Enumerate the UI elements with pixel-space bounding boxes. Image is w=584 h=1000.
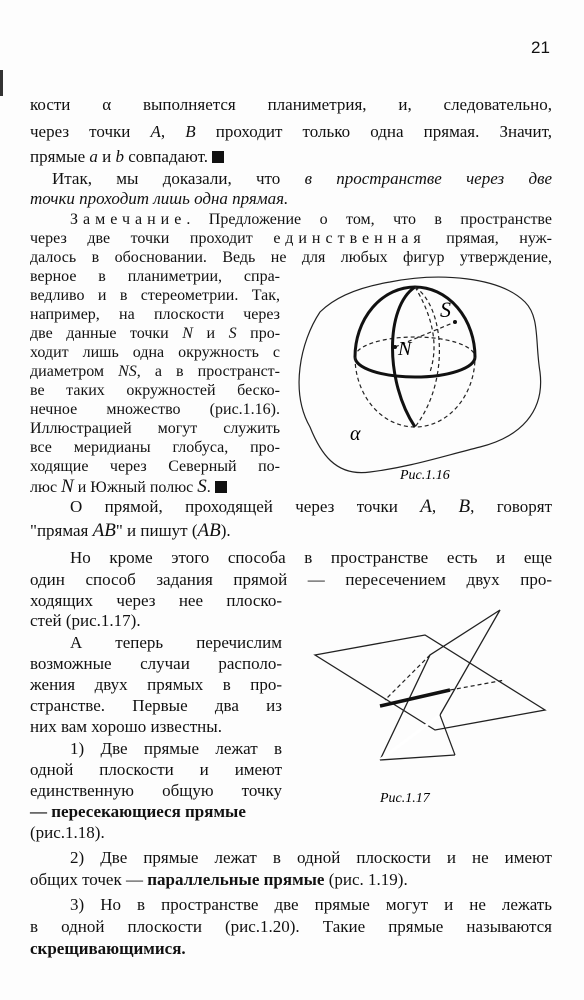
text-line-36: (рис.1.18). <box>30 823 105 842</box>
text-line-39: 3) Но в пространстве две прямые могут и не лежать <box>70 895 552 914</box>
label-s: S <box>440 297 451 322</box>
text-line-28: возможные случаи располо- <box>30 654 282 673</box>
text-line-23: Но кроме этого способа в пространстве есть и еще <box>70 548 552 567</box>
text-line-14: диаметром NS, а в пространст- <box>30 363 280 380</box>
text-line-13: ходит лишь одна окружность с <box>30 344 280 361</box>
text-line-31: них вам хорошо известны. <box>30 717 222 736</box>
text-line-27: А теперь перечислим <box>70 633 282 652</box>
meridian-back <box>415 287 439 427</box>
binding-edge <box>0 70 3 96</box>
text-line-30: странстве. Первые два из <box>30 696 282 715</box>
text-line-37: 2) Две прямые лежат в одной плоскости и не имеют <box>70 848 552 867</box>
text-line-20: люс N и Южный полюс S. <box>30 476 552 499</box>
text-line-12: две данные точки N и S про- <box>30 325 281 342</box>
text-line-17: Иллюстрацией могут служить <box>30 420 280 437</box>
text-line-1: кости α выполняется планиметрия, и, следовательно, <box>30 95 552 114</box>
plane-2 <box>380 610 500 760</box>
page-number: 21 <box>531 38 550 57</box>
text-line-16: нечное множество (рис.1.16). <box>30 401 280 418</box>
figure-1-17-caption: Рис.1.17 <box>380 791 430 806</box>
figure-1-16-caption: Рис.1.16 <box>400 468 450 483</box>
text-line-7: через две точки проходит единственная прямая, нуж- <box>30 230 552 247</box>
text-line-29: жения двух прямых в про- <box>30 675 282 694</box>
text-line-32: 1) Две прямые лежат в <box>70 739 282 758</box>
text-line-19: ходящие через Северный по- <box>30 458 280 475</box>
figure-1-16-sphere <box>290 262 550 492</box>
point-n <box>393 345 397 349</box>
text-line-26: стей (рис.1.17). <box>30 611 141 630</box>
text-line-38: общих точек — параллельные прямые (рис. 1.19). <box>30 870 408 889</box>
end-of-remark-mark <box>215 481 227 493</box>
text-line-35: — пересекающиеся прямые <box>30 802 246 821</box>
text-line-21: О прямой, проходящей через точки A, B, говорят <box>70 496 552 517</box>
plane-2-lower-mask <box>380 715 440 760</box>
text-line-5: точки проходит лишь одна прямая. <box>30 189 289 208</box>
equator-front <box>355 357 475 377</box>
label-n: N <box>398 338 412 360</box>
end-of-proof-mark <box>212 151 224 163</box>
text-line-40: в одной плоскости (рис.1.20). Такие прямые называются <box>30 917 552 936</box>
text-line-34: единственную общую точку <box>30 781 282 800</box>
meridian-inner <box>415 287 434 372</box>
plane-2-bottom-edge <box>380 755 455 760</box>
figure-1-17-planes <box>305 600 555 810</box>
text-line-3: прямые a и b совпадают. <box>30 146 552 168</box>
plane-alpha-outline <box>299 277 541 472</box>
text-line-15: ве таких окружностей беско- <box>30 382 280 399</box>
intersection-line <box>380 690 450 706</box>
text-line-8: далось в обосновании. Ведь не для любых фигур утверждение, <box>30 249 552 266</box>
lower-hemisphere-outline <box>355 357 475 427</box>
text-line-4: Итак, мы доказали, что в пространстве через две <box>52 169 553 188</box>
text-line-2: через точки A, B проходит только одна прямая. Значит, <box>30 122 552 141</box>
plane-1 <box>315 635 545 730</box>
text-line-11: например, на плоскости через <box>30 306 280 323</box>
text-line-6: Замечание. Предложение о том, что в пространстве <box>70 211 552 228</box>
text-line-33: одной плоскости и имеют <box>30 760 282 779</box>
label-alpha: α <box>350 423 361 445</box>
text-line-41: скрещивающимися. <box>30 939 186 958</box>
plane-2-hidden-edge <box>385 655 430 700</box>
intersection-line-hidden <box>450 680 505 690</box>
text-line-9: верное в планиметрии, спра- <box>30 268 280 285</box>
plane-2-front-edge <box>440 715 455 755</box>
text-line-24: один способ задания прямой — пересечением двух про- <box>30 570 552 589</box>
text-line-25: ходящих через нее плоско- <box>30 591 282 610</box>
text-line-18: все меридианы глобуса, про- <box>30 439 280 456</box>
point-s <box>453 320 457 324</box>
text-line-10: ведливо и в стереометрии. Так, <box>30 287 280 304</box>
text-line-22: "прямая AB" и пишут (AB). <box>30 520 231 541</box>
